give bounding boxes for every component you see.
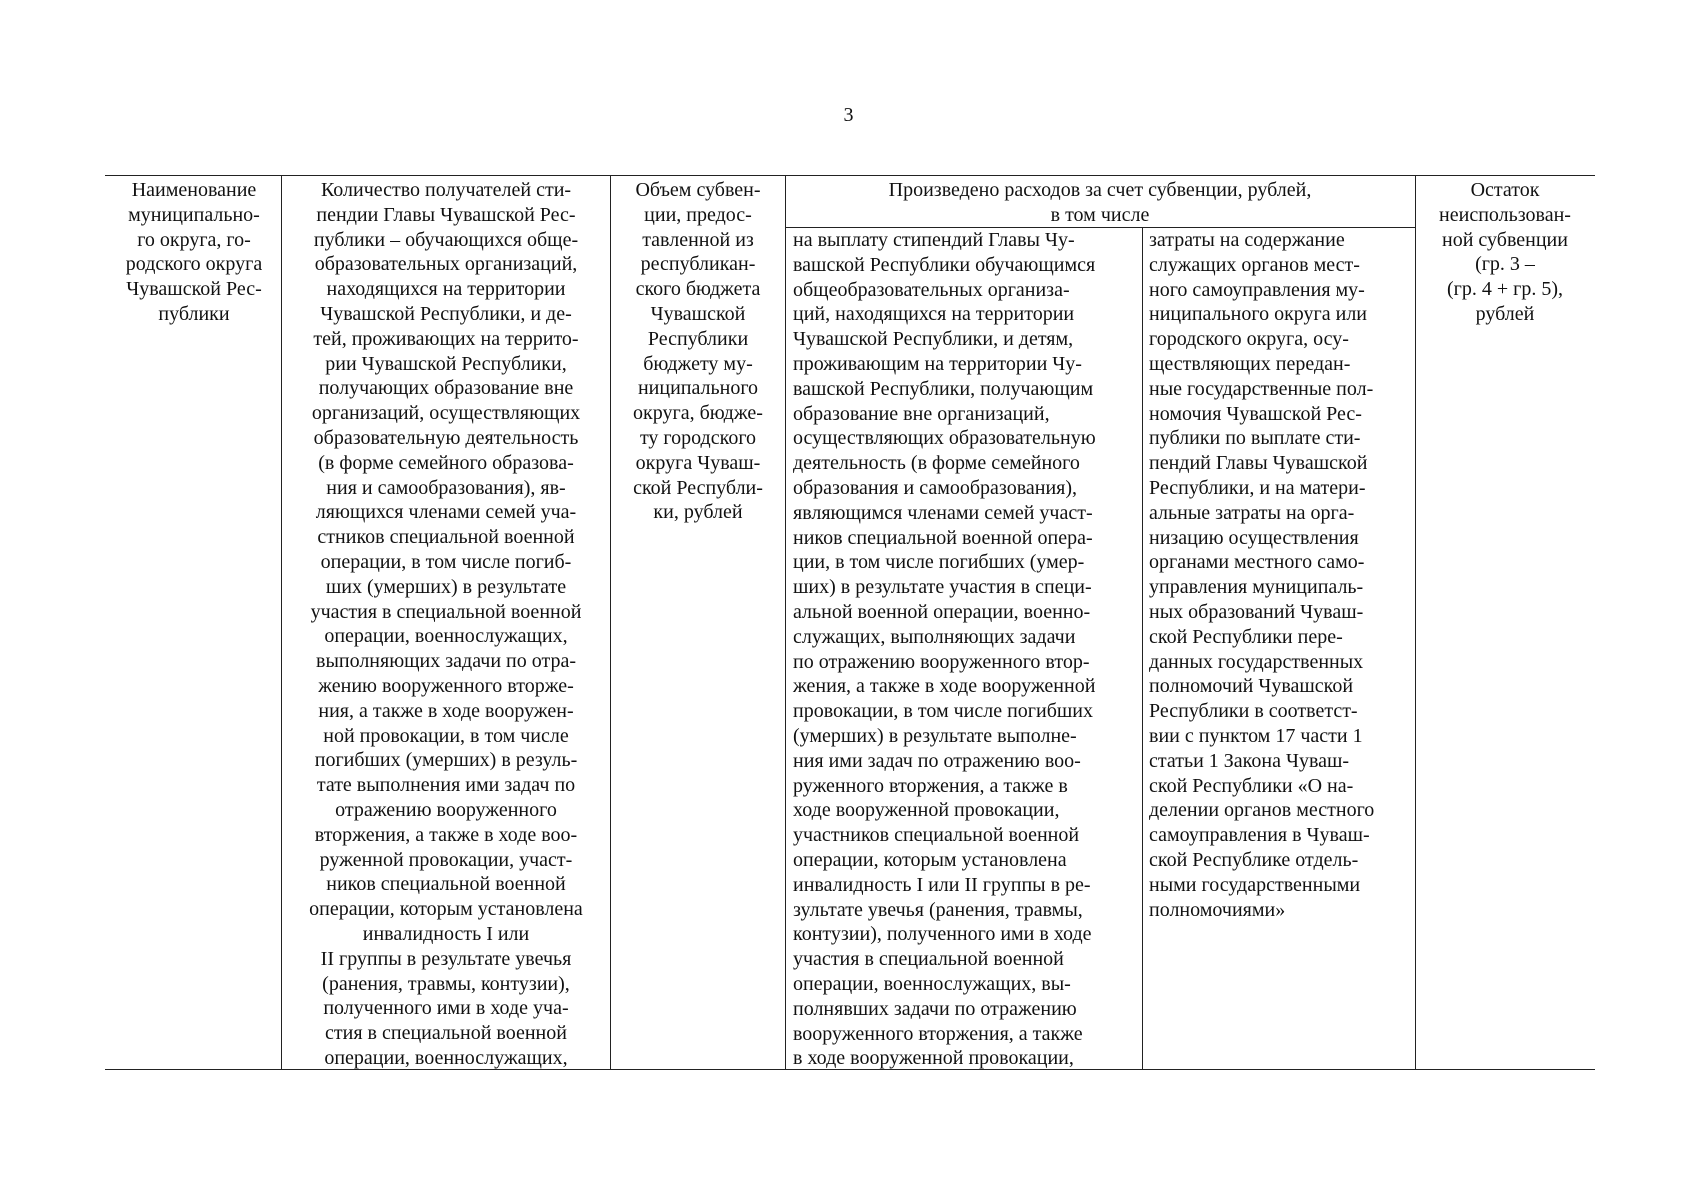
header-unused-balance: Остаток неиспользован- ной субвенции (гр. 3 – (гр. 4 + гр. 5), рублей (1439, 179, 1571, 325)
column-divider (281, 176, 282, 1069)
header-municipality-name: Наименование муниципально- го округа, го- родского округа Чувашской Рес- публики (125, 179, 263, 325)
header-subsidy-volume: Объем субвен- ции, предос- тавленной из республикан- ского бюджета Чувашской Республики бюджету му- ниципального округа, бюдже- ту городского округа Чуваш- ской Республи- ки, рублей (633, 179, 763, 524)
header-scholarship-payments: на выплату стипендий Главы Чу- вашской Республики обучающимся общеобразовательных организа- ций, находящихся на территории Чувашской Республики, и детям, проживающим на территории Чу- вашской Республики, получающим образование вне организаций, осуществляющих образовательную деятельность (в форме семейного образования и самообразования), являющимся членами семей участ- ников специальной военной опера- ции, в том числе погибших (умер- ших) в результате участия в специ- альной военной операции, военно- служащих, выполняющих задачи по отражению вооруженного втор- жения, а также в ходе вооруженной провокации, в том числе погибших (умерших) в результате выполне- ния ими задач по отражению воо- руженного вторжения, а также в ходе вооруженной провокации, участников специальной военной операции, которым установлена инвалидность I или II группы в ре- зультате увечья (ранения, травмы, контузии), полученного ими в ходе участия в специальной военной операции, военнослужащих, вы- полнявших задачи по отражению вооруженного вторжения, а также в ходе вооруженной провокации, (793, 229, 1096, 1070)
column-divider (785, 176, 786, 1069)
page-number: 3 (843, 104, 854, 126)
column-divider (1142, 228, 1143, 1069)
header-administrative-costs: затраты на содержание служащих органов мест- ного самоуправления му- ниципального округа или городского округа, осу- ществляющих передан- ные государственные пол- номочия Чувашской Рес- публики по выплате сти- пендий Главы Чувашской Республики, и на матери- альные затраты на орга- низацию осуществления органами местного само- управления муниципаль- ных образований Чуваш- ской Республики пере- данных государственных полномочий Чувашской Республики в соответст- вии с пунктом 17 части 1 статьи 1 Закона Чуваш- ской Республики «О на- делении органов местного самоуправления в Чуваш- ской Республике отдель- ными государственными полномочиями» (1149, 229, 1375, 921)
header-recipient-count: Количество получателей сти- пендии Главы Чувашской Рес- публики – обучающихся обще- образовательных организаций, находящихся на территории Чувашской Республики, и де- тей, проживающих на террито- рии Чувашской Республики, получающих образование вне организаций, осуществляющих образовательную деятельность (в форме семейного образова- ния и самообразования), яв- ляющихся членами семей уча- стников специальной военной операции, в том числе погиб- ших (умерших) в результате участия в специальной военной операции, военнослужащих, выполняющих задачи по отра- жению вооруженного вторже- ния, а также в ходе вооружен- ной провокации, в том числе погибших (умерших) в резуль- тате выполнения ими задач по отражению вооруженного вторжения, а также в ходе воо- руженной провокации, участ- ников специальной военной операции, которым установлена инвалидность I или II группы в результате увечья (ранения, травмы, контузии), полученного ими в ходе уча- стия в специальной военной операции, военнослужащих, (309, 179, 583, 1069)
header-expenses-incurred: Произведено расходов за счет субвенции, рублей, в том числе (888, 179, 1312, 226)
subsidy-report-table (105, 175, 1595, 1070)
column-divider (1415, 176, 1416, 1069)
column-divider (610, 176, 611, 1069)
